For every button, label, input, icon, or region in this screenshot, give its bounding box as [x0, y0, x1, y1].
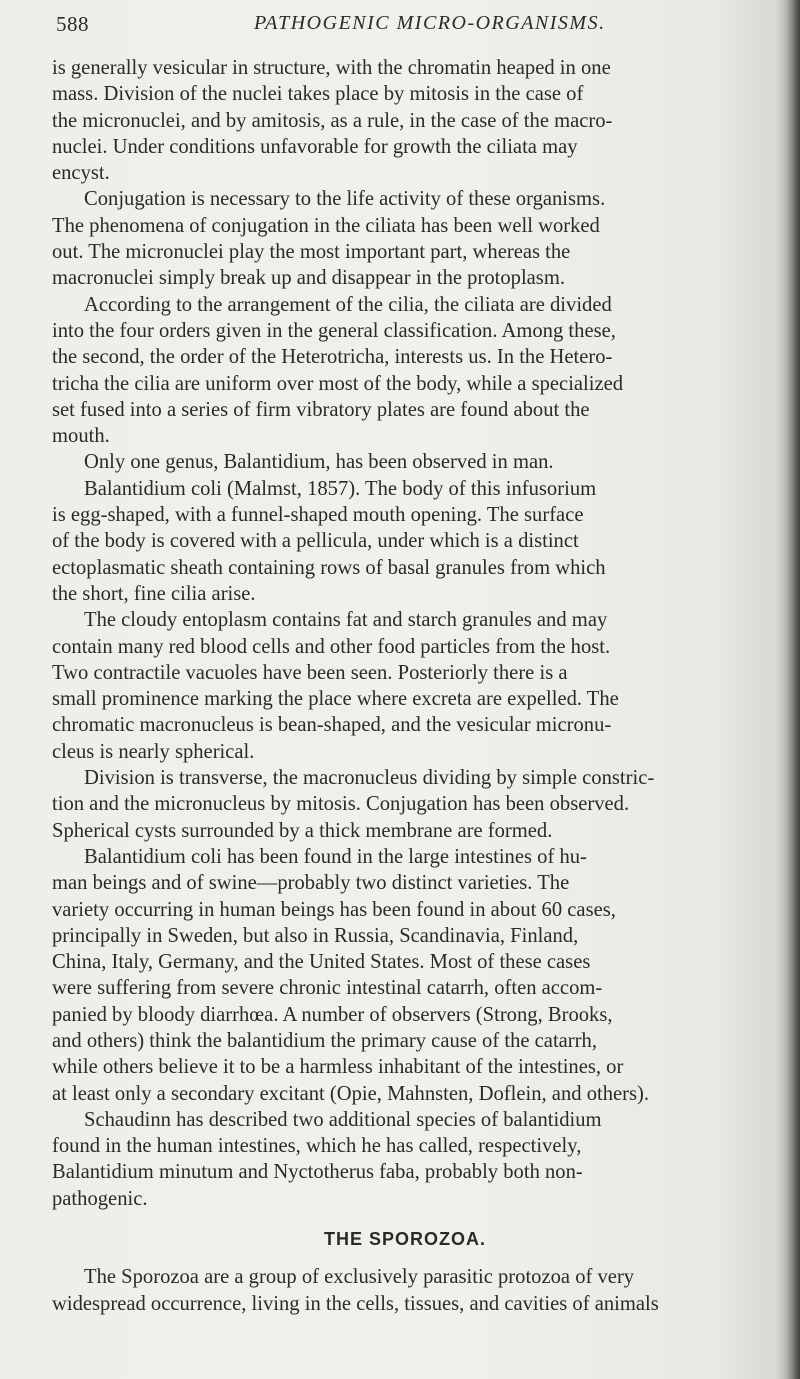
paragraph: [52, 1264, 758, 1317]
text-line: pathogenic.: [52, 1187, 148, 1210]
text-line: the short, fine cilia arise.: [52, 582, 256, 605]
page-edge-shadow: [786, 0, 800, 1379]
text-line: cleus is nearly spherical.: [52, 740, 255, 763]
text-line: man beings and of swine—probably two distinct varieties. The: [52, 872, 570, 895]
text-line: Spherical cysts surrounded by a thick membrane are formed.: [52, 819, 553, 842]
text-line: According to the arrangement of the cilia, the ciliata are divided: [84, 293, 612, 316]
paragraph: [52, 55, 758, 186]
text-line: were suffering from severe chronic intestinal catarrh, often accom-: [52, 977, 603, 1000]
text-line: tricha the cilia are uniform over most of the body, while a specialized: [52, 372, 624, 395]
text-line: Balantidium coli has been found in the large intestines of hu-: [84, 845, 587, 868]
section-heading: THE SPOROZOA.: [323, 1229, 486, 1250]
text-line: contain many red blood cells and other food particles from the host.: [52, 635, 611, 658]
running-head: PATHOGENIC MICRO-ORGANISMS.: [254, 12, 606, 34]
text-line: small prominence marking the place where excreta are expelled. The: [52, 688, 619, 711]
paragraph: [52, 186, 758, 291]
paragraph: [52, 607, 758, 765]
text-line: widespread occurrence, living in the cells, tissues, and cavities of animals: [52, 1292, 659, 1315]
paragraph: [52, 765, 758, 844]
page-header: [56, 12, 756, 42]
text-line: China, Italy, Germany, and the United States. Most of these cases: [52, 951, 591, 974]
text-line: ectoplasmatic sheath containing rows of basal granules from which: [52, 556, 606, 579]
text-line: the micronuclei, and by amitosis, as a rule, in the case of the macro-: [52, 109, 613, 132]
text-line: into the four orders given in the general classification. Among these,: [52, 319, 616, 342]
text-line: and others) think the balantidium the primary cause of the catarrh,: [52, 1029, 597, 1052]
paragraph: [52, 476, 758, 607]
text-line: Schaudinn has described two additional species of balantidium: [84, 1108, 602, 1131]
text-line: mouth.: [52, 425, 110, 448]
text-line: encyst.: [52, 162, 110, 185]
text-line: Conjugation is necessary to the life activity of these organisms.: [84, 188, 606, 211]
page-body: [52, 55, 758, 1317]
text-line: is generally vesicular in structure, with the chromatin heaped in one: [52, 57, 611, 79]
paragraph: [52, 1107, 758, 1212]
paragraph: [52, 292, 758, 450]
text-line: of the body is covered with a pellicula, under which is a distinct: [52, 530, 579, 553]
page-number: 588: [56, 12, 89, 36]
text-line: The Sporozoa are a group of exclusively parasitic protozoa of very: [84, 1266, 635, 1289]
text-line: Division is transverse, the macronucleus dividing by simple constric-: [84, 767, 655, 790]
text-line: panied by bloody diarrhœa. A number of observers (Strong, Brooks,: [52, 1003, 613, 1026]
text-line: nuclei. Under conditions unfavorable for growth the ciliata may: [52, 135, 578, 158]
text-line: set fused into a series of firm vibratory plates are found about the: [52, 398, 590, 421]
text-line: The phenomena of conjugation in the ciliata has been well worked: [52, 214, 600, 237]
text-line: variety occurring in human beings has been found in about 60 cases,: [52, 898, 616, 921]
text-line: the second, the order of the Heterotricha, interests us. In the Hetero-: [52, 346, 613, 369]
text-line: The cloudy entoplasm contains fat and starch granules and may: [84, 609, 608, 632]
text-line: while others believe it to be a harmless inhabitant of the intestines, or: [52, 1056, 624, 1079]
text-line: Two contractile vacuoles have been seen. Posteriorly there is a: [52, 661, 568, 684]
paragraph: [52, 449, 758, 475]
text-line: Balantidium minutum and Nyctotherus faba, probably both non-: [52, 1161, 583, 1184]
text-line: Only one genus, Balantidium, has been observed in man.: [84, 451, 554, 474]
text-line: chromatic macronucleus is bean-shaped, and the vesicular micronu-: [52, 714, 612, 737]
paragraph: [52, 844, 758, 1107]
text-line: out. The micronuclei play the most important part, whereas the: [52, 241, 571, 264]
text-line: macronuclei simply break up and disappear in the protoplasm.: [52, 267, 565, 290]
text-line: at least only a secondary excitant (Opie, Mahnsten, Doflein, and others).: [52, 1082, 650, 1105]
text-line: principally in Sweden, but also in Russia, Scandinavia, Finland,: [52, 924, 579, 947]
text-line: mass. Division of the nuclei takes place by mitosis in the case of: [52, 83, 584, 106]
text-line: found in the human intestines, which he has called, respectively,: [52, 1135, 582, 1158]
text-line: tion and the micronucleus by mitosis. Conjugation has been observed.: [52, 793, 630, 816]
text-line: is egg-shaped, with a funnel-shaped mouth opening. The surface: [52, 504, 584, 527]
text-line: Balantidium coli (Malmst, 1857). The body of this infusorium: [84, 477, 597, 500]
